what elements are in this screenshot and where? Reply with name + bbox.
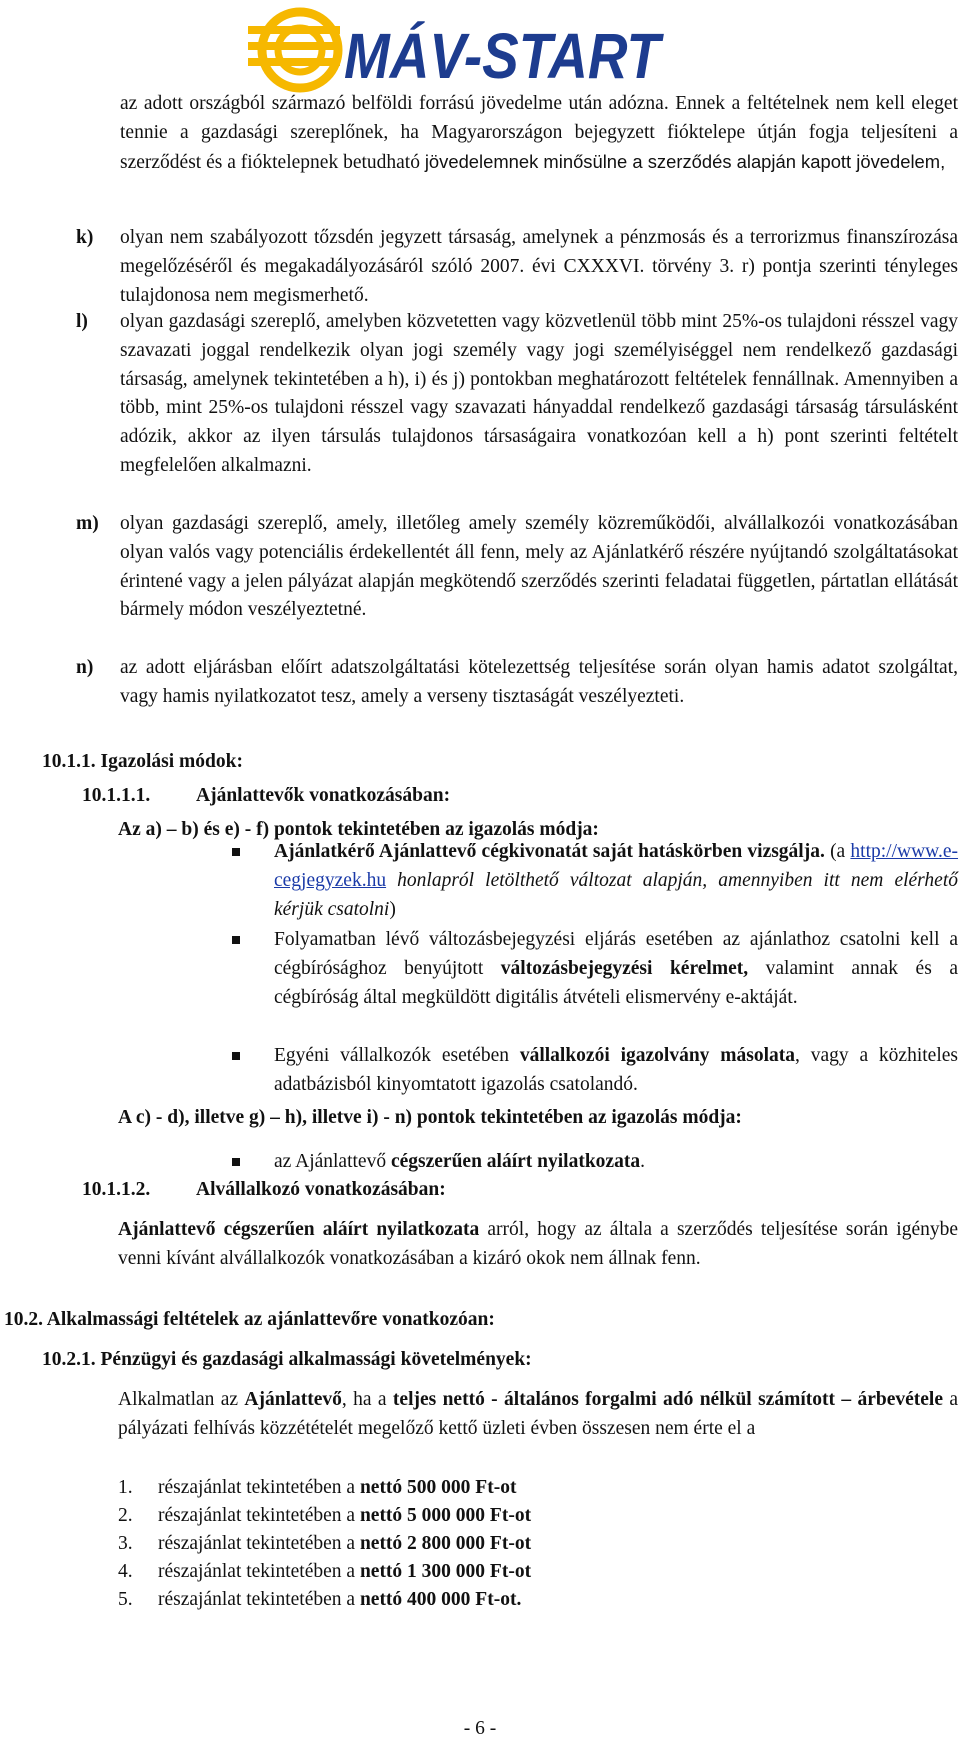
page-number: - 6 - xyxy=(463,1718,497,1739)
financial-paragraph: Alkalmatlan az Ajánlattevő, ha a teljes nettó - általános forgalmi adó nélkül számított – árbevétele a pályázati felhívás közzétételét megelőző kettő üzleti évben összesen nem érte el a xyxy=(118,1389,958,1439)
bullet-1-text: Ajánlatkérő Ajánlattevő cégkivonatát saját hatáskörben vizsgálja. (a http://www.e-cegjegyzek.hu honlapról letölthető változat alapján, amennyiben itt nem elérhető kérjük csatolni) xyxy=(274,841,959,920)
bullet-square-icon xyxy=(232,1158,240,1166)
heading-10-1-1: 10.1.1. Igazolási módok: xyxy=(42,751,243,772)
mav-start-logo xyxy=(248,6,668,94)
item-m-text: olyan gazdasági szereplő, amely, illetőleg amely személy közreműködői, alvállalkozói vonatkozásában olyan valós vagy potenciális érdekellentét áll fenn, mely az Ajánlatkérő részére nyújtandó szolgáltatásokat érintené vagy a jelen pályázat alapján megkötendő szerződés szerinti feladatai független, pártatlan ellátását bármely módon veszélyeztetné. xyxy=(120,513,958,621)
item-l-text: olyan gazdasági szereplő, amelyben közvetetten vagy közvetlenül több mint 25%-os tulajdoni résszel vagy szavazati joggal rendelkezik olyan jogi személy vagy jogi személyiséggel nem rendelkező gazdasági társaság, amelynek tekintetében a h), i) és j) pontokban meghatározott feltételek fennállnak. Amennyiben a több, mint 25%-os tulajdoni résszel vagy szavazati hányaddal rendelkező gazdasági társaság társulásként adózik, akkor az ilyen társulás tulajdonos társaságaira vonatkozóan kell a h) pont szerinti feltételt megfelelően alkalmazni. xyxy=(120,311,958,476)
item-k-label: k) xyxy=(76,227,94,248)
heading-10-2: 10.2. Alkalmassági feltételek az ajánlattevőre vonatkozóan: xyxy=(4,1309,495,1330)
logo-text: MÁV-START xyxy=(344,20,665,92)
item-k-text: olyan nem szabályozott tőzsdén jegyzett társaság, amelynek a pénzmosás és a terrorizmus finanszírozása megelőzéséről és megakadályozásáról szóló 2007. évi CXXXVI. törvény 3. r) pontja szerinti tényleges tulajdonosa nem megismerhető. xyxy=(120,227,959,306)
proof-method-ab: Az a) – b) és e) - f) pontok tekintetében az igazolás módja: xyxy=(118,819,599,840)
paragraph-continuation: az adott országból származó belföldi forrású jövedelme után adózna. Ennek a feltételnek nem kell eleget tennie a gazdasági szereplőnek, ha Magyarországon bejegyzett fióktelepe útján fogja teljesíteni a szerződést és a fióktelepnek betudható jövedelemnek minősülne a szerződés alapján kapott jövedelem, xyxy=(120,93,958,173)
list-item: 3. részajánlat tekintetében a nettó 2 800 000 Ft-ot xyxy=(118,1533,532,1554)
list-item: 4. részajánlat tekintetében a nettó 1 300 000 Ft-ot xyxy=(118,1561,532,1582)
list-item: 2. részajánlat tekintetében a nettó 5 000 000 Ft-ot xyxy=(118,1505,532,1526)
heading-10-1-1-2-title: Alvállalkozó vonatkozásában: xyxy=(196,1179,446,1200)
proof-method-cd: A c) - d), illetve g) – h), illetve i) - n) pontok tekintetében az igazolás módja: xyxy=(118,1107,742,1128)
item-n-label: n) xyxy=(76,657,94,678)
cegjegyzek-link[interactable]: http://www.e-cegjegyzek.hu xyxy=(274,841,959,891)
heading-10-1-1-2-number: 10.1.1.2. xyxy=(82,1179,151,1200)
bullet-4-text: az Ajánlattevő cégszerűen aláírt nyilatkozata. xyxy=(274,1151,645,1172)
item-l-label: l) xyxy=(76,311,88,332)
list-item: 5. részajánlat tekintetében a nettó 400 000 Ft-ot. xyxy=(118,1589,522,1610)
heading-10-1-1-1-title: Ajánlattevők vonatkozásában: xyxy=(196,785,451,806)
bullet-square-icon xyxy=(232,1052,240,1060)
bullet-2-text: Folyamatban lévő változásbejegyzési eljárás esetében az ajánlathoz csatolni kell a cégbírósághoz benyújtott változásbejegyzési kérelmet, valamint annak és a cégbíróság által megküldött digitális átvételi elismervény e-aktáját. xyxy=(274,929,958,1008)
bullet-square-icon xyxy=(232,848,240,856)
subcontractor-paragraph: Ajánlattevő cégszerűen aláírt nyilatkozata arról, hogy az általa a szerződés teljesítése során igénybe venni kívánt alvállalkozók vonatkozásában a kizáró okok nem állnak fenn. xyxy=(118,1219,959,1269)
item-n-text: az adott eljárásban előírt adatszolgáltatási kötelezettség teljesítése során olyan hamis adatot szolgáltat, vagy hamis nyilatkozatot tesz, amely a verseny tisztaságát veszélyezteti. xyxy=(120,657,958,707)
list-item: 1. részajánlat tekintetében a nettó 500 000 Ft-ot xyxy=(118,1477,517,1498)
item-m-label: m) xyxy=(76,513,99,534)
bullet-square-icon xyxy=(232,936,240,944)
bullet-3-text: Egyéni vállalkozók esetében vállalkozói igazolvány másolata, vagy a közhiteles adatbázisból kinyomtatott igazolás csatolandó. xyxy=(274,1045,958,1095)
heading-10-1-1-1-number: 10.1.1.1. xyxy=(82,785,151,806)
heading-10-2-1: 10.2.1. Pénzügyi és gazdasági alkalmassági követelmények: xyxy=(42,1349,532,1370)
wheel-emblem-icon xyxy=(248,12,340,88)
